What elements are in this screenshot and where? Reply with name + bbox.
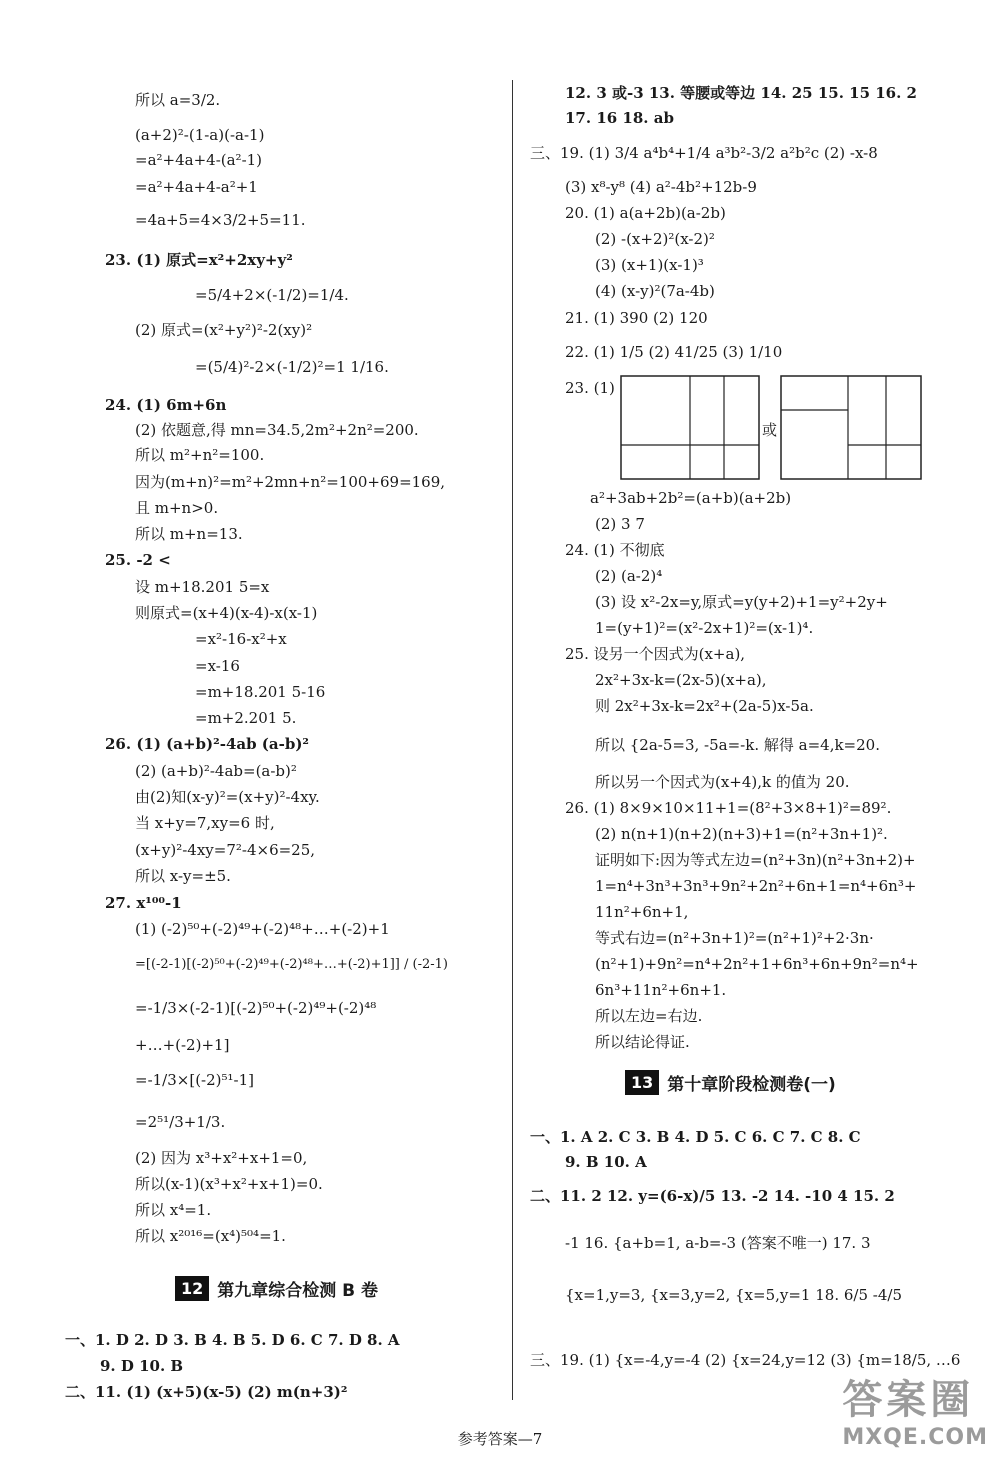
answer-line: 所以另一个因式为(x+4),k 的值为 20. — [595, 773, 850, 791]
rectangle-diagram-a — [620, 375, 760, 480]
answer-line: (3) x⁸-y⁸ (4) a²-4b²+12b-9 — [565, 178, 757, 196]
answer-line: 所以 m+n=13. — [135, 525, 243, 543]
question-27: 27. x¹⁰⁰-1 — [105, 894, 182, 912]
answer-line: (a+2)²-(1-a)(-a-1) — [135, 126, 265, 144]
answer-line: 2x²+3x-k=(2x-5)(x+a), — [595, 671, 767, 689]
question-21: 21. (1) 390 (2) 120 — [565, 309, 708, 327]
answer-line: 则 2x²+3x-k=2x²+(2a-5)x-5a. — [595, 697, 814, 715]
rectangle-diagram-b — [780, 375, 922, 480]
answer-line: (2) (a+b)²-4ab=(a-b)² — [135, 762, 297, 780]
answer-line: 所以(x-1)(x³+x²+x+1)=0. — [135, 1175, 323, 1193]
answer-line: 所以 m²+n²=100. — [135, 446, 265, 464]
answer-line: 设 m+18.201 5=x — [135, 578, 270, 596]
answer-line: 且 m+n>0. — [135, 499, 219, 517]
answer-line: 9. D 10. B — [100, 1357, 184, 1375]
answer-line: =5/4+2×(-1/2)=1/4. — [195, 286, 349, 304]
question-19: 三、19. (1) 3/4 a⁴b⁴+1/4 a³b²-3/2 a²b²c (2) -x-8 — [530, 144, 878, 162]
section-heading-13 — [625, 1070, 836, 1095]
answer-line: =a²+4a+4-(a²-1) — [135, 151, 263, 169]
answer-line: 所以左边=右边. — [595, 1007, 703, 1025]
answer-line: (3) (x+1)(x-1)³ — [595, 256, 704, 274]
answer-line: =2⁵¹/3+1/3. — [135, 1113, 226, 1131]
answer-line: a²+3ab+2b²=(a+b)(a+2b) — [590, 489, 792, 507]
section-title: 第十章阶段检测卷(一) — [667, 1075, 836, 1095]
column-divider — [512, 80, 513, 1400]
answer-line: =4a+5=4×3/2+5=11. — [135, 211, 306, 229]
answer-line: (3) 设 x²-2x=y,原式=y(y+2)+1=y²+2y+ — [595, 593, 888, 611]
answer-line: 二、11. 2 12. y=(6-x)/5 13. -2 14. -10 4 15. 2 — [530, 1187, 895, 1205]
watermark-url: MXQE.COM — [842, 1425, 988, 1450]
question-24: 24. (1) 6m+6n — [105, 396, 227, 414]
answer-line: (x+y)²-4xy=7²-4×6=25, — [135, 841, 316, 859]
answer-line: 9. B 10. A — [565, 1153, 647, 1171]
answer-line: 一、1. A 2. C 3. B 4. D 5. C 6. C 7. C 8. C — [530, 1128, 861, 1146]
answer-line: 当 x+y=7,xy=6 时, — [135, 814, 275, 832]
answer-line: -1 16. {a+b=1, a-b=-3 (答案不唯一) 17. 3 — [565, 1234, 871, 1252]
answer-line: 二、11. (1) (x+5)(x-5) (2) m(n+3)² — [65, 1383, 348, 1401]
answer-line: (2) (a-2)⁴ — [595, 567, 663, 585]
question-23: 23. (1) — [565, 379, 615, 397]
section-number: 12 — [175, 1276, 209, 1301]
or-label: 或 — [762, 421, 778, 439]
answer-line: 1=n⁴+3n³+3n³+9n²+2n²+6n+1=n⁴+6n³+ — [595, 877, 917, 895]
answer-line: 证明如下:因为等式左边=(n²+3n)(n²+3n+2)+ — [595, 851, 916, 869]
answer-line: (2) n(n+1)(n+2)(n+3)+1=(n²+3n+1)². — [595, 825, 888, 843]
answer-line: 由(2)知(x-y)²=(x+y)²-4xy. — [135, 788, 320, 806]
answer-line: (2) 因为 x³+x²+x+1=0, — [135, 1149, 308, 1167]
question-20: 20. (1) a(a+2b)(a-2b) — [565, 204, 726, 222]
section-number: 13 — [625, 1070, 659, 1095]
answer-line: =-1/3×[(-2)⁵¹-1] — [135, 1071, 255, 1089]
answer-line: 所以结论得证. — [595, 1033, 690, 1051]
answer-line: (2) 3 7 — [595, 515, 645, 533]
question-23: 23. (1) 原式=x²+2xy+y² — [105, 251, 293, 269]
answer-line: (4) (x-y)²(7a-4b) — [595, 282, 715, 300]
answer-line: 一、1. D 2. D 3. B 4. B 5. D 6. C 7. D 8. A — [65, 1331, 400, 1349]
answer-line: (2) 原式=(x²+y²)²-2(xy)² — [135, 321, 313, 339]
answer-line: 1=(y+1)²=(x²-2x+1)²=(x-1)⁴. — [595, 619, 814, 637]
answer-line: 所以 x⁴=1. — [135, 1201, 212, 1219]
answer-line: 所以 x²⁰¹⁶=(x⁴)⁵⁰⁴=1. — [135, 1227, 286, 1245]
answer-line: 6n³+11n²+6n+1. — [595, 981, 727, 999]
answer-line: {x=1,y=3, {x=3,y=2, {x=5,y=1 18. 6/5 -4/5 — [565, 1286, 902, 1304]
answer-line: =-1/3×(-2-1)[(-2)⁵⁰+(-2)⁴⁹+(-2)⁴⁸ — [135, 999, 377, 1017]
answer-line: =x²-16-x²+x — [195, 630, 287, 648]
answer-line: 所以 x-y=±5. — [135, 867, 231, 885]
answer-line: 12. 3 或-3 13. 等腰或等边 14. 25 15. 15 16. 2 — [565, 84, 917, 102]
answer-line: 因为(m+n)²=m²+2mn+n²=100+69=169, — [135, 473, 446, 491]
question-26: 26. (1) 8×9×10×11+1=(8²+3×8+1)²=89². — [565, 799, 892, 817]
answer-line: =m+2.201 5. — [195, 709, 297, 727]
answer-line: (1) (-2)⁵⁰+(-2)⁴⁹+(-2)⁴⁸+…+(-2)+1 — [135, 920, 390, 938]
answer-line: =[(-2-1)[(-2)⁵⁰+(-2)⁴⁹+(-2)⁴⁸+…+(-2)+1]] / (-2-1) — [135, 957, 448, 972]
answer-line: 所以 a=3/2. — [135, 91, 221, 109]
answer-line: 所以 {2a-5=3, -5a=-k. 解得 a=4,k=20. — [595, 736, 880, 754]
answer-line: +…+(-2)+1] — [135, 1036, 230, 1054]
question-19: 三、19. (1) {x=-4,y=-4 (2) {x=24,y=12 (3) {m=18/5, …6 — [530, 1351, 961, 1369]
question-26: 26. (1) (a+b)²-4ab (a-b)² — [105, 735, 310, 753]
page-footer: 参考答案—7 — [457, 1430, 543, 1448]
watermark-text: 答案圈 — [842, 1377, 975, 1423]
answer-line: (2) 依题意,得 mn=34.5,2m²+2n²=200. — [135, 421, 419, 439]
answer-line: =a²+4a+4-a²+1 — [135, 178, 258, 196]
question-25: 25. 设另一个因式为(x+a), — [565, 645, 746, 663]
answer-line: =(5/4)²-2×(-1/2)²=1 1/16. — [195, 358, 389, 376]
section-title: 第九章综合检测 B 卷 — [217, 1281, 379, 1301]
answer-line: =x-16 — [195, 657, 240, 675]
section-heading-12 — [175, 1276, 378, 1301]
question-25: 25. -2 < — [105, 551, 171, 569]
question-22: 22. (1) 1/5 (2) 41/25 (3) 1/10 — [565, 343, 783, 361]
answer-line: 11n²+6n+1, — [595, 903, 689, 921]
answer-line: (n²+1)+9n²=n⁴+2n²+1+6n³+6n+9n²=n⁴+ — [595, 955, 919, 973]
answer-line: 则原式=(x+4)(x-4)-x(x-1) — [135, 604, 318, 622]
answer-line: 17. 16 18. ab — [565, 109, 674, 127]
question-24: 24. (1) 不彻底 — [565, 541, 665, 559]
answer-line: =m+18.201 5-16 — [195, 683, 326, 701]
answer-line: (2) -(x+2)²(x-2)² — [595, 230, 715, 248]
watermark-logo — [842, 1368, 988, 1450]
answer-line: 等式右边=(n²+3n+1)²=(n²+1)²+2·3n· — [595, 929, 874, 947]
